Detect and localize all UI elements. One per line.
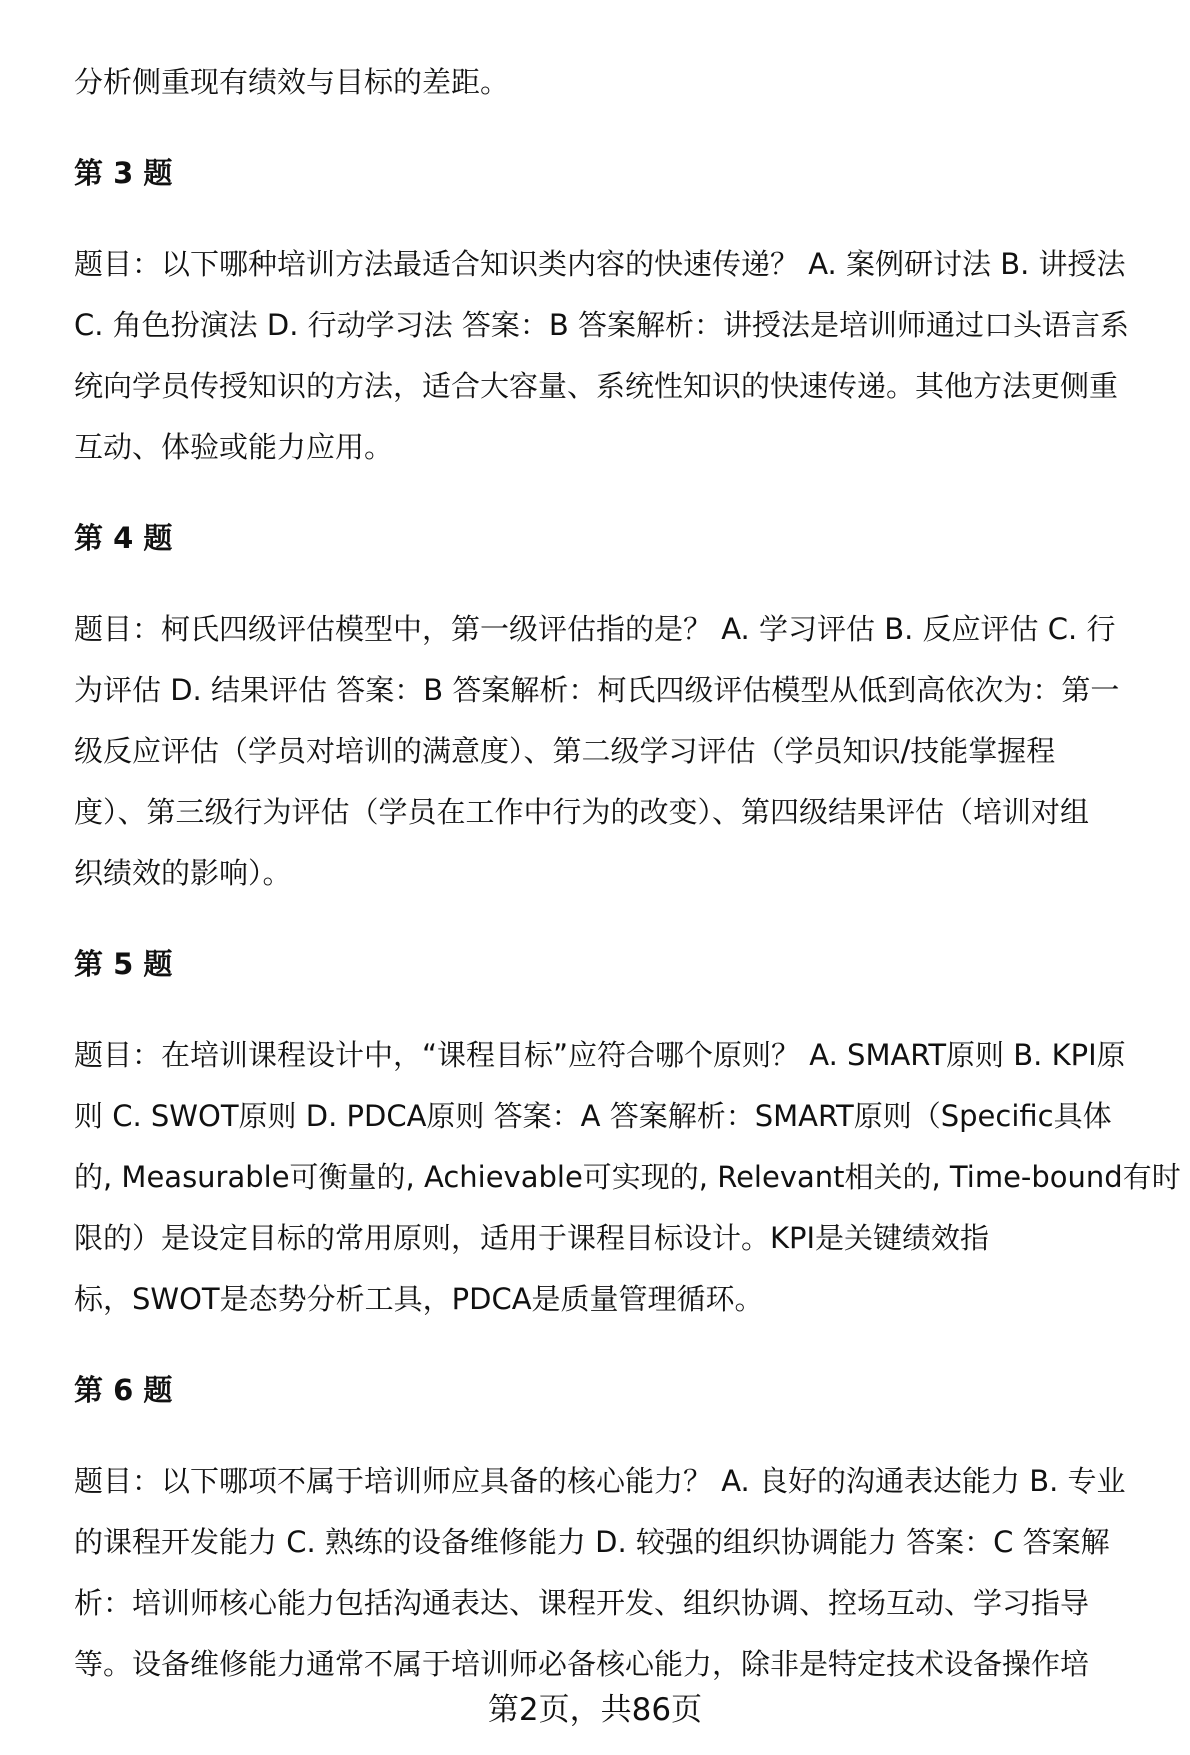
text-line: 题目：以下哪种培训方法最适合知识类内容的快速传递？ A. 案例研讨法 B. 讲授法: [74, 247, 1126, 281]
question-paragraph: [74, 1025, 1181, 1330]
continued-paragraph: [74, 52, 1164, 113]
text-line: 为评估 D. 结果评估 答案：B 答案解析：柯氏四级评估模型从低到高依次为：第一: [74, 673, 1120, 707]
spacer: [74, 204, 1164, 234]
spacer: [74, 1330, 1164, 1360]
spacer: [74, 995, 1164, 1025]
text-line: 级反应评估（学员对培训的满意度）、第二级学习评估（学员知识/技能掌握程: [74, 734, 1056, 768]
spacer: [74, 1421, 1164, 1451]
text-line: 题目：在培训课程设计中，“课程目标”应符合哪个原则？ A. SMART原则 B. KPI原: [74, 1038, 1126, 1072]
text-line: 分析侧重现有绩效与目标的差距。: [74, 65, 510, 99]
text-line: 织绩效的影响）。: [74, 856, 292, 890]
text-line: 统向学员传授知识的方法，适合大容量、系统性知识的快速传递。其他方法更侧重: [74, 369, 1119, 403]
document-body: [74, 52, 1181, 1695]
question-paragraph: [74, 234, 1164, 478]
spacer: [74, 113, 1164, 143]
text-line: 的课程开发能力 C. 熟练的设备维修能力 D. 较强的组织协调能力 答案：C 答案解: [74, 1525, 1110, 1559]
text-line: 则 C. SWOT原则 D. PDCA原则 答案：A 答案解析：SMART原则（Specific具体: [74, 1099, 1112, 1133]
question-paragraph: [74, 1451, 1164, 1695]
text-line: 题目：以下哪项不属于培训师应具备的核心能力？ A. 良好的沟通表达能力 B. 专业: [74, 1464, 1126, 1498]
text-line: 度）、第三级行为评估（学员在工作中行为的改变）、第四级结果评估（培训对组: [74, 795, 1090, 829]
text-line: C. 角色扮演法 D. 行动学习法 答案：B 答案解析：讲授法是培训师通过口头语言系: [74, 308, 1130, 342]
text-line: 等。设备维修能力通常不属于培训师必备核心能力，除非是特定技术设备操作培: [74, 1647, 1090, 1681]
spacer: [74, 478, 1164, 508]
text-line: 析：培训师核心能力包括沟通表达、课程开发、组织协调、控场互动、学习指导: [74, 1586, 1090, 1620]
question-heading: 第 3 题: [74, 156, 173, 190]
question-paragraph: [74, 599, 1164, 904]
text-line: 限的）是设定目标的常用原则，适用于课程目标设计。KPI是关键绩效指: [74, 1221, 990, 1255]
text-line: 的, Measurable可衡量的, Achievable可实现的, Relevant相关的, Time-bound有时: [74, 1160, 1181, 1194]
page-number: 第2页，共86页: [487, 1692, 703, 1728]
question-heading: 第 5 题: [74, 947, 173, 981]
spacer: [74, 904, 1164, 934]
text-line: 题目：柯氏四级评估模型中，第一级评估指的是？ A. 学习评估 B. 反应评估 C. 行: [74, 612, 1116, 646]
question-heading: 第 4 题: [74, 521, 173, 555]
text-line: 标，SWOT是态势分析工具，PDCA是质量管理循环。: [74, 1282, 764, 1316]
spacer: [74, 569, 1164, 599]
question-heading: 第 6 题: [74, 1373, 173, 1407]
text-line: 互动、体验或能力应用。: [74, 430, 394, 464]
